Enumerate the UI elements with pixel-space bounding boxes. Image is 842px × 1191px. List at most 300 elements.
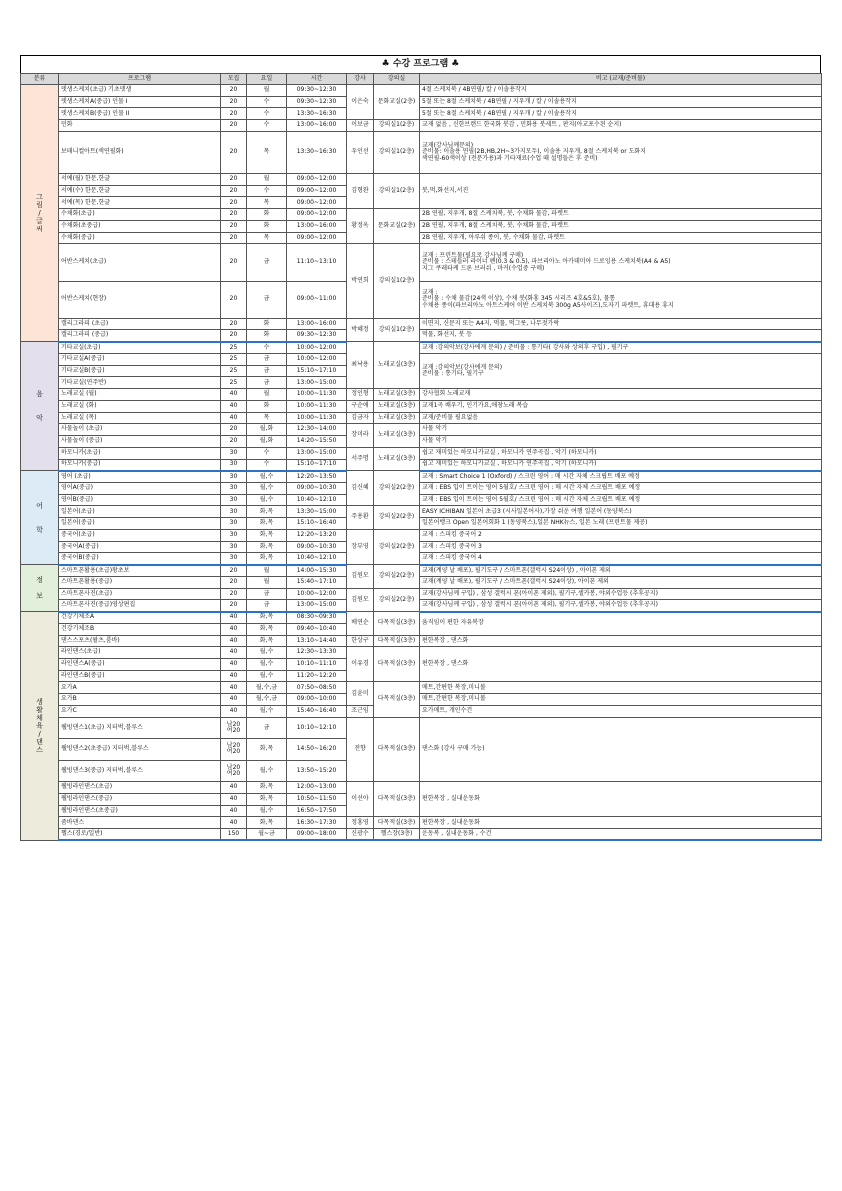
time-cell: 16:30~17:30 xyxy=(287,817,347,829)
program-cell: 사물놀이 (초급) xyxy=(59,424,221,436)
program-cell: 노래교실 (목) xyxy=(59,412,221,424)
time-cell: 14:00~15:30 xyxy=(287,565,347,577)
day-cell: 화 xyxy=(247,220,287,232)
day-cell: 월 xyxy=(247,576,287,588)
note-cell: 사물 악기 xyxy=(420,424,822,436)
page-title: ♣ 수강 프로그램 ♣ xyxy=(20,55,821,73)
day-cell: 목 xyxy=(247,412,287,424)
program-cell: 댄스스포츠(왈츠,룸바) xyxy=(59,635,221,647)
note-cell: 교재(계양 날 배포), 필기도구 / 스마트폰(갤럭시 S24이상) , 아이폰 제외 xyxy=(420,565,822,577)
table-row xyxy=(21,281,822,318)
program-cell: 사물놀이 (중급) xyxy=(59,436,221,448)
program-cell: 라인댄스B(중급) xyxy=(59,670,221,682)
program-cell: 기타교실B(중급) xyxy=(59,365,221,377)
category-cell: 어 학 xyxy=(21,471,59,565)
note-cell: 교재(강사님께 구입) , 삼성 갤럭시 폰(아이폰 제외), 필기구,셀카봉, 야외수업등 (추후공지) xyxy=(420,600,822,612)
time-cell: 13:00~15:00 xyxy=(287,377,347,389)
time-cell: 09:00~12:00 xyxy=(287,197,347,209)
day-cell: 월 xyxy=(247,565,287,577)
day-cell: 월,수 xyxy=(247,471,287,483)
program-cell: 요가B xyxy=(59,694,221,706)
teacher-cell: 최낙용 xyxy=(347,342,374,389)
room-cell: 강의실2(2층) xyxy=(374,565,420,588)
capacity-cell: 40 xyxy=(221,793,247,805)
room-cell: 다목적실(3층) xyxy=(374,682,420,717)
table-row xyxy=(21,220,822,232)
table-row xyxy=(21,400,822,412)
time-cell: 12:20~13:20 xyxy=(287,529,347,541)
teacher-cell: 박연희 xyxy=(347,244,374,318)
header-room: 강의실 xyxy=(374,74,420,85)
day-cell: 월,화 xyxy=(247,424,287,436)
program-cell: 일본어(중급) xyxy=(59,518,221,530)
room-cell: 다목적실(3층) xyxy=(374,612,420,635)
capacity-cell: 30 xyxy=(221,529,247,541)
room-cell: 문화교실(2층) xyxy=(374,209,420,244)
day-cell: 화,목 xyxy=(247,739,287,761)
capacity-cell: 25 xyxy=(221,342,247,354)
capacity-cell: 40 xyxy=(221,682,247,694)
time-cell: 08:30~09:30 xyxy=(287,612,347,624)
capacity-cell: 30 xyxy=(221,506,247,518)
capacity-cell: 20 xyxy=(221,108,247,120)
capacity-cell: 20 xyxy=(221,120,247,132)
capacity-cell: 20 xyxy=(221,85,247,97)
room-cell: 강의실1(2층) xyxy=(374,173,420,208)
day-cell: 월,수 xyxy=(247,647,287,659)
day-cell: 월,수 xyxy=(247,659,287,671)
time-cell: 13:00~16:00 xyxy=(287,120,347,132)
teacher-cell: 한상구 xyxy=(347,635,374,647)
category-cell: 그 림 / 글 씨 xyxy=(21,85,59,342)
program-cell: 스마트폰사진(중급)영상편집 xyxy=(59,600,221,612)
table-row xyxy=(21,682,822,694)
day-cell: 화,목 xyxy=(247,529,287,541)
teacher-cell: 황정옥 xyxy=(347,209,374,244)
time-cell: 09:00~12:00 xyxy=(287,209,347,221)
room-cell: 다목적실(3층) xyxy=(374,817,420,829)
table-row xyxy=(21,635,822,647)
capacity-cell: 30 xyxy=(221,518,247,530)
time-cell: 10:40~12:10 xyxy=(287,494,347,506)
note-cell: 쉽고 재미있는 하모니카교실 , 하모니카 연주곡집 , 악기 (하모니카) xyxy=(420,447,822,459)
day-cell: 금 xyxy=(247,588,287,600)
day-cell: 화 xyxy=(247,209,287,221)
teacher-cell: 정홍영 xyxy=(347,817,374,829)
program-cell: 하모니카(중급) xyxy=(59,459,221,471)
capacity-cell: 남20 여20 xyxy=(221,760,247,782)
program-cell: 민화 xyxy=(59,120,221,132)
day-cell: 월,수 xyxy=(247,760,287,782)
day-cell: 월,수 xyxy=(247,705,287,717)
teacher-cell: 우인선 xyxy=(347,131,374,173)
program-cell: 서예(수) 한문,한글 xyxy=(59,185,221,197)
capacity-cell: 40 xyxy=(221,659,247,671)
note-cell: 움직임이 편한 자유복장 xyxy=(420,612,822,635)
time-cell: 09:00~11:00 xyxy=(287,281,347,318)
day-cell: 화 xyxy=(247,330,287,342)
room-cell: 노래교실(3층) xyxy=(374,400,420,412)
time-cell: 10:40~12:10 xyxy=(287,553,347,565)
table-row xyxy=(21,424,822,436)
program-cell: 어반스케치(초급) xyxy=(59,244,221,281)
program-cell: 웰빙라인댄스(중급) xyxy=(59,793,221,805)
time-cell: 09:00~18:00 xyxy=(287,829,347,841)
note-cell: 사물 악기 xyxy=(420,436,822,448)
header-capacity: 모집 xyxy=(221,74,247,85)
time-cell: 09:40~10:40 xyxy=(287,623,347,635)
capacity-cell: 40 xyxy=(221,705,247,717)
room-cell: 문화교실(2층) xyxy=(374,85,420,120)
day-cell: 월,수 xyxy=(247,805,287,817)
note-cell: 운동복 , 실내운동화 , 수건 xyxy=(420,829,822,841)
capacity-cell: 20 xyxy=(221,209,247,221)
note-cell: 편한복장 , 실내운동화 xyxy=(420,817,822,829)
time-cell: 12:30~13:30 xyxy=(287,647,347,659)
room-cell: 노래교실(3층) xyxy=(374,447,420,470)
note-cell: 교재 :강의악보(강사에게 문의) 준비물 : 통기타, 필기구 xyxy=(420,353,822,388)
capacity-cell: 30 xyxy=(221,553,247,565)
note-cell: 요가매트, 개인수건 xyxy=(420,705,822,717)
capacity-cell: 20 xyxy=(221,244,247,281)
capacity-cell: 20 xyxy=(221,318,247,330)
capacity-cell: 20 xyxy=(221,600,247,612)
day-cell: 목 xyxy=(247,232,287,244)
teacher-cell: 이보금 xyxy=(347,120,374,132)
day-cell: 화,목 xyxy=(247,817,287,829)
teacher-cell: 김원모 xyxy=(347,588,374,611)
table-row xyxy=(21,829,822,841)
teacher-cell: 김윤미 xyxy=(347,682,374,705)
time-cell: 10:00~12:00 xyxy=(287,588,347,600)
teacher-cell: 김금자 xyxy=(347,412,374,424)
table-row xyxy=(21,518,822,530)
table-row xyxy=(21,694,822,706)
note-cell: 교재 없음 , 신한브랜드 한국화 붓감 , 민화용 붓세트 , 판지(아교포수된 순지) xyxy=(420,120,822,132)
teacher-cell: 구순애 xyxy=(347,400,374,412)
program-cell: 수채화(초중급) xyxy=(59,220,221,232)
day-cell: 금 xyxy=(247,377,287,389)
capacity-cell: 남20 여20 xyxy=(221,717,247,739)
capacity-cell: 40 xyxy=(221,817,247,829)
capacity-cell: 40 xyxy=(221,670,247,682)
program-cell: 스마트폰활용(중급) xyxy=(59,576,221,588)
table-row xyxy=(21,565,822,577)
capacity-cell: 25 xyxy=(221,365,247,377)
category-cell: 생 활 체 육 / 댄 스 xyxy=(21,612,59,841)
teacher-cell: 김신혜 xyxy=(347,471,374,506)
program-cell: 영어B(중급) xyxy=(59,494,221,506)
table-row xyxy=(21,600,822,612)
day-cell: 화,목 xyxy=(247,635,287,647)
capacity-cell: 30 xyxy=(221,471,247,483)
time-cell: 07:50~08:50 xyxy=(287,682,347,694)
time-cell: 15:40~17:10 xyxy=(287,576,347,588)
time-cell: 13:10~14:40 xyxy=(287,635,347,647)
day-cell: 화,목 xyxy=(247,793,287,805)
table-row xyxy=(21,330,822,342)
table-row xyxy=(21,576,822,588)
time-cell: 09:00~12:00 xyxy=(287,232,347,244)
time-cell: 13:00~15:00 xyxy=(287,600,347,612)
day-cell: 금 xyxy=(247,244,287,281)
day-cell: 수 xyxy=(247,447,287,459)
program-cell: 일본어(초급) xyxy=(59,506,221,518)
capacity-cell: 150 xyxy=(221,829,247,841)
table-row xyxy=(21,342,822,354)
capacity-cell: 40 xyxy=(221,694,247,706)
room-cell: 강의실1(2층) xyxy=(374,120,420,132)
program-cell: 뎃생스케치B(중급) 인물 II xyxy=(59,108,221,120)
day-cell: 월,수 xyxy=(247,670,287,682)
time-cell: 13:00~16:00 xyxy=(287,220,347,232)
room-cell: 다목적실(3층) xyxy=(374,782,420,817)
room-cell: 다목적실(3층) xyxy=(374,647,420,682)
time-cell: 10:50~11:50 xyxy=(287,793,347,805)
note-cell: 강사협회 노래교재 xyxy=(420,389,822,401)
capacity-cell: 20 xyxy=(221,436,247,448)
table-row xyxy=(21,717,822,739)
program-cell: 웰빙라인댄스(초중급) xyxy=(59,805,221,817)
teacher-cell: 박혜정 xyxy=(347,318,374,341)
time-cell: 09:00~10:00 xyxy=(287,694,347,706)
capacity-cell: 25 xyxy=(221,353,247,365)
table-row xyxy=(21,782,822,794)
header-note: 비고 (교재/준비물) xyxy=(420,74,822,85)
time-cell: 09:30~12:30 xyxy=(287,330,347,342)
capacity-cell: 40 xyxy=(221,612,247,624)
capacity-cell: 40 xyxy=(221,389,247,401)
table-row xyxy=(21,588,822,600)
program-cell: 뎃생스케치A(중급) 인물 I xyxy=(59,96,221,108)
teacher-cell: 이유경 xyxy=(347,647,374,682)
note-cell: 교재 : 준비물 : 수채 물감(24색 이상), 수채 붓(화홍 345 시리즈 4호&5호), 물통 수채용 종이(파브리아노 아트스케어 이반 스케치북 300g A5사이즈),도자기 파렛트, 휴대용 휴지 xyxy=(420,281,822,318)
time-cell: 10:00~11:30 xyxy=(287,400,347,412)
day-cell: 월 xyxy=(247,389,287,401)
table-row xyxy=(21,353,822,365)
table-row xyxy=(21,389,822,401)
time-cell: 10:10~12:10 xyxy=(287,717,347,739)
time-cell: 15:40~16:40 xyxy=(287,705,347,717)
day-cell: 금 xyxy=(247,600,287,612)
note-cell: 교재(강사님께 구입) , 삼성 갤럭시 폰(아이폰 제외), 필기구,셀카봉, 야외수업등 (추후공지) xyxy=(420,588,822,600)
day-cell: 수 xyxy=(247,108,287,120)
capacity-cell: 20 xyxy=(221,197,247,209)
capacity-cell: 20 xyxy=(221,220,247,232)
note-cell: 붓,먹,화선지,서진 xyxy=(420,173,822,208)
day-cell: 월,수 xyxy=(247,482,287,494)
teacher-cell: 배연순 xyxy=(347,612,374,635)
program-cell: 헬스(경로/일반) xyxy=(59,829,221,841)
capacity-cell: 20 xyxy=(221,281,247,318)
day-cell: 월 xyxy=(247,173,287,185)
table-row xyxy=(21,85,822,97)
time-cell: 12:00~13:00 xyxy=(287,782,347,794)
program-cell: 건강기체조A xyxy=(59,612,221,624)
program-cell: 웰빙댄스3(중급) 지터벅,블루스 xyxy=(59,760,221,782)
table-row xyxy=(21,447,822,459)
program-cell: 뎃생스케치(초급) 기초뎃생 xyxy=(59,85,221,97)
teacher-cell: 신광수 xyxy=(347,829,374,841)
category-cell: 정 보 xyxy=(21,565,59,612)
table-row xyxy=(21,318,822,330)
time-cell: 09:30~12:30 xyxy=(287,85,347,97)
note-cell: 교재 : 스피킹 중국어 2 xyxy=(420,529,822,541)
capacity-cell: 30 xyxy=(221,447,247,459)
time-cell: 10:00~12:00 xyxy=(287,342,347,354)
time-cell: 09:00~10:30 xyxy=(287,541,347,553)
program-cell: 중국어B(중급) xyxy=(59,553,221,565)
program-cell: 라인댄스A(중급) xyxy=(59,659,221,671)
room-cell: 강의실2(2층) xyxy=(374,588,420,611)
program-cell: 서예(월) 한문,한글 xyxy=(59,173,221,185)
program-cell: 기타교실(연주반) xyxy=(59,377,221,389)
room-cell: 다목적실(3층) xyxy=(374,635,420,647)
table-row xyxy=(21,173,822,185)
time-cell: 10:10~11:10 xyxy=(287,659,347,671)
teacher-cell: 이선아 xyxy=(347,782,374,817)
time-cell: 15:10~17:10 xyxy=(287,459,347,471)
day-cell: 수 xyxy=(247,96,287,108)
program-cell: 어반스케치(현장) xyxy=(59,281,221,318)
time-cell: 15:10~17:10 xyxy=(287,365,347,377)
time-cell: 09:00~12:00 xyxy=(287,173,347,185)
time-cell: 10:00~11:30 xyxy=(287,389,347,401)
program-cell: 요가A xyxy=(59,682,221,694)
day-cell: 수 xyxy=(247,342,287,354)
capacity-cell: 20 xyxy=(221,576,247,588)
time-cell: 16:50~17:50 xyxy=(287,805,347,817)
day-cell: 월,화 xyxy=(247,436,287,448)
table-row xyxy=(21,506,822,518)
teacher-cell: 주용환 xyxy=(347,506,374,529)
capacity-cell: 30 xyxy=(221,482,247,494)
teacher-cell: 이은숙 xyxy=(347,85,374,120)
time-cell: 13:00~15:00 xyxy=(287,447,347,459)
capacity-cell: 20 xyxy=(221,330,247,342)
room-cell: 강의실2(2층) xyxy=(374,529,420,564)
teacher-cell: 장부영 xyxy=(347,529,374,564)
day-cell: 월~금 xyxy=(247,829,287,841)
teacher-cell: 서주명 xyxy=(347,447,374,470)
program-cell: 영어A(중급) xyxy=(59,482,221,494)
note-cell: 4절 스케치북 / 4B연필/ 칼 / 이솔용작지 xyxy=(420,85,822,97)
room-cell: 노래교실(3층) xyxy=(374,424,420,447)
time-cell: 09:00~12:00 xyxy=(287,185,347,197)
program-cell: 수채화(초급) xyxy=(59,209,221,221)
day-cell: 화,목 xyxy=(247,506,287,518)
day-cell: 금 xyxy=(247,365,287,377)
room-cell: 노래교실(3층) xyxy=(374,412,420,424)
table-row xyxy=(21,209,822,221)
table-row xyxy=(21,436,822,448)
time-cell: 10:00~12:00 xyxy=(287,353,347,365)
program-cell: 캘리그라피 (초급) xyxy=(59,318,221,330)
capacity-cell: 40 xyxy=(221,635,247,647)
table-row xyxy=(21,120,822,132)
note-cell: 교재 : 스피킹 중국어 3 xyxy=(420,541,822,553)
day-cell: 화,목 xyxy=(247,541,287,553)
day-cell: 화,목 xyxy=(247,612,287,624)
table-body xyxy=(21,85,822,841)
table-row xyxy=(21,232,822,244)
capacity-cell: 20 xyxy=(221,96,247,108)
room-cell: 강의실1(2층) xyxy=(374,318,420,341)
table-row xyxy=(21,817,822,829)
day-cell: 월,수 xyxy=(247,494,287,506)
note-cell: 편한복장 , 댄스화 xyxy=(420,635,822,647)
header-time: 시간 xyxy=(287,74,347,85)
program-cell: 건강기체조B xyxy=(59,623,221,635)
teacher-cell: 장미라 xyxy=(347,424,374,447)
note-cell: 매트,간편한 복장,미니볼 xyxy=(420,694,822,706)
table-row xyxy=(21,529,822,541)
note-cell: 교재 : 프린트물(필요로 강사님께 구매) 준비물 : 스테들러 라이너 펜(0.3 & 0.5), 파브리아노 아카데미아 드로잉용 스케치북(A4 & A5) 지그 쿠레타케 드론 브러쉬 , 마커(수업중 구매) xyxy=(420,244,822,281)
note-cell: 매트,간편한 복장,미니볼 xyxy=(420,682,822,694)
time-cell: 13:00~16:00 xyxy=(287,318,347,330)
capacity-cell: 30 xyxy=(221,459,247,471)
program-cell: 노래교실 (월) xyxy=(59,389,221,401)
note-cell: 댄스화 (강사 구매 가능) xyxy=(420,717,822,782)
program-cell: 캘리그라피 (중급) xyxy=(59,330,221,342)
day-cell: 화,목 xyxy=(247,782,287,794)
capacity-cell: 40 xyxy=(221,647,247,659)
program-cell: 노래교실 (화) xyxy=(59,400,221,412)
note-cell: 일본어뱅크 Open 일본어회화 1 (동양북스),일본 NHK뉴스, 일본 노래 (프린트물 제공) xyxy=(420,518,822,530)
room-cell: 헬스장(3층) xyxy=(374,829,420,841)
capacity-cell: 40 xyxy=(221,623,247,635)
note-cell: 이면지, 신문지 또는 A4지, 먹물, 먹그릇, 나무젓가락 xyxy=(420,318,822,330)
time-cell: 11:20~12:20 xyxy=(287,670,347,682)
day-cell: 화 xyxy=(247,400,287,412)
program-cell: 라인댄스(초급) xyxy=(59,647,221,659)
time-cell: 13:30~16:30 xyxy=(287,131,347,173)
teacher-cell: 조근임 xyxy=(347,705,374,717)
day-cell: 금 xyxy=(247,353,287,365)
program-cell: 요가C xyxy=(59,705,221,717)
note-cell: 2B 연필, 지우개, 8절 스케치북, 붓, 수채화 물감, 파렛트 xyxy=(420,220,822,232)
program-cell: 중국어A(중급) xyxy=(59,541,221,553)
day-cell: 화,목 xyxy=(247,553,287,565)
day-cell: 월,수,금 xyxy=(247,682,287,694)
capacity-cell: 40 xyxy=(221,805,247,817)
table-row xyxy=(21,612,822,624)
room-cell: 강의실2(2층) xyxy=(374,471,420,506)
day-cell: 화,목 xyxy=(247,623,287,635)
table-row xyxy=(21,482,822,494)
header-teacher: 강사 xyxy=(347,74,374,85)
note-cell: EASY ICHIBAN 일본어 초급3 (시사일본어사),가장 쉬운 여행 일본어 (동양북스) xyxy=(420,506,822,518)
room-cell: 강의실1(2층) xyxy=(374,131,420,173)
note-cell: 5절 또는 8절 스케치북 / 4B연필 / 지우개 / 칼 / 이솔용작지 xyxy=(420,96,822,108)
day-cell: 금 xyxy=(247,717,287,739)
note-cell: 편한복장 , 실내운동화 xyxy=(420,782,822,817)
capacity-cell: 40 xyxy=(221,412,247,424)
time-cell: 10:00~11:30 xyxy=(287,412,347,424)
capacity-cell: 30 xyxy=(221,541,247,553)
capacity-cell: 20 xyxy=(221,565,247,577)
time-cell: 09:00~10:30 xyxy=(287,482,347,494)
time-cell: 14:20~15:50 xyxy=(287,436,347,448)
program-cell: 중국어(초급) xyxy=(59,529,221,541)
day-cell: 월,수,금 xyxy=(247,694,287,706)
program-table xyxy=(20,73,822,841)
day-cell: 수 xyxy=(247,120,287,132)
program-cell: 웰빙댄스1(초급) 지터벅,블루스 xyxy=(59,717,221,739)
room-cell: 노래교실(3층) xyxy=(374,389,420,401)
time-cell: 12:30~14:00 xyxy=(287,424,347,436)
note-cell: 편한복장 , 댄스화 xyxy=(420,647,822,682)
